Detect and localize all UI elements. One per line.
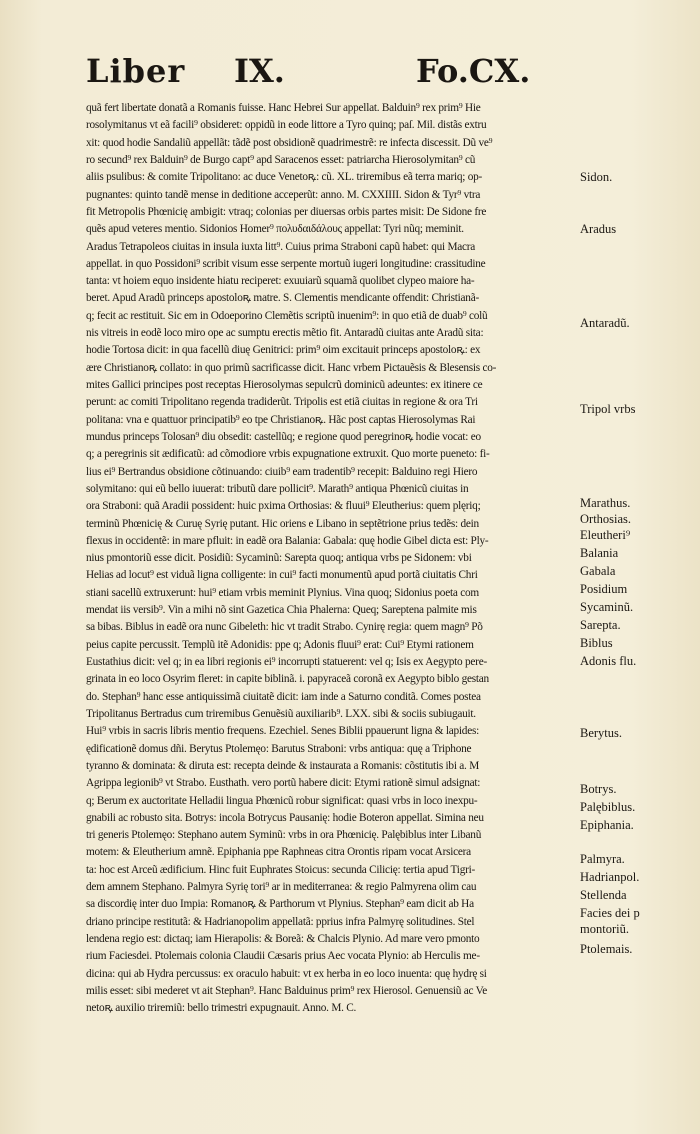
margin-note: Sidon. [580, 170, 613, 184]
text-line: motem: & Eleutherium amnẽ. Epiphania ppe Raphneas citra Orontis ripam vocat Arsicera [86, 846, 471, 859]
text-line: stiani sacellũ extruxerunt: hui⁹ etiam vrbis meminit Plynius. Vina quoq; Sidonius poeta com [86, 586, 479, 599]
text-line: q; a peregrinis sit ædificatũ: ad cõmodiore vrbis expugnatione extruxit. Quo morte pueneto: fi- [86, 448, 490, 461]
header-book-number: IX. [234, 52, 285, 90]
text-line: gnabili ac robusto sita. Botrys: incola Botrycus Pausanię: hodie Boteron appellat. Simina neu [86, 811, 484, 824]
main-text-block [86, 100, 566, 1018]
text-line: ro secund⁹ rex Balduin⁹ de Burgo capt⁹ apd Saracenos esset: patriarcha Hierosolymitan⁹ cũ [86, 153, 476, 166]
margin-note: Adonis flu. [580, 654, 637, 668]
text-line: perunt: ac comiti Tripolitano regenda tradiderũt. Tripolis est etiã ciuitas in regione & ora Tri [86, 396, 478, 409]
text-line: rium Faciesdei. Ptolemais colonia Claudii Cæsaris prius Aec vocata Plynio: ab Herculis me- [86, 950, 480, 963]
text-line: ędificationẽ domus dñi. Berytus Ptolemęo: Barutus Straboni: vrbs antiqua: quę a Triphone [86, 742, 472, 755]
text-line: peius capite percussit. Templũ itẽ Adonidis: ppe q; Adonis fluui⁹ erat: Cui⁹ Etymi rationem [86, 638, 474, 651]
text-line: Hui⁹ vrbis in sacris libris mentio frequens. Ezechiel. Senes Biblii ppauerunt ligna & lapides: [86, 725, 480, 738]
margin-note: montoriũ. [580, 922, 629, 936]
margin-note: Orthosias. [580, 512, 632, 526]
text-line: q; Berum ex auctoritate Helladii lingua Phœnicũ robur significat: quasi vrbs in loco inexpu- [86, 794, 478, 807]
margin-note: Palmyra. [580, 852, 625, 866]
margin-note: Eleutheri⁹ [580, 528, 631, 542]
margin-note: Facies dei p [580, 906, 640, 920]
margin-note: Biblus [580, 636, 613, 650]
text-line: grinata in eo loco Osyrim fleret: in capite biblinã. i. papyraceã coronã ex Aegypto biblo gestan [86, 673, 489, 686]
text-line: rosolymitanus vt eã facili⁹ obsideret: oppidũ in eode littore a Tyro quinq; paſ. Mil. distãs extru [86, 119, 487, 132]
text-line: nius pmontoriũ esse dicit. Posidiũ: Sycaminũ: Sarepta quoq; antiqua vrbs pe Sidonem: vbi [86, 552, 472, 565]
text-line: ora Straboni: quã Aradii possident: huic pxima Orthosias: & fluui⁹ Eleutherius: quem plęriq; [86, 500, 481, 513]
text-line: flexus in occidentẽ: in mare pfluit: in eadẽ ora Balania: Gabala: quę hodie Gibel dicta est: Ply- [86, 534, 489, 547]
text-line: Tripolitanus Bertradus cum triremibus Genuẽsiũ auxiliarib⁹. LXX. sibi & sociis subiugauit. [86, 707, 476, 720]
text-line: terminũ Phœnicię & Curuę Syrię putant. Hic oriens e Libano in septẽtrione prius tedẽs: dein [86, 517, 479, 530]
margin-note: Hadrianpol. [580, 870, 640, 884]
margin-note: Epiphania. [580, 818, 634, 832]
text-line: appellat. in quo Possidoni⁹ scribit visum esse serpente mortuũ iugeri longitudine: crassitudine [86, 257, 486, 270]
text-line: tri generis Ptolemęo: Stephano autem Syminũ: vrbs in ora Phœnicię. Palębiblus inter Libanũ [86, 829, 482, 842]
text-line: quã fert libertate donatã a Romanis fuisse. Hanc Hebrei Sur appellat. Balduin⁹ rex prim⁹ Hie [86, 102, 481, 114]
text-line: lendena regio est: dictaq; iam Hierapolis: & Boreã: & Chalcis Plynio. Ad mare vero pmonto [86, 933, 480, 945]
text-line: solymitano: qui eũ bello iuuerat: tributũ dare pollicit⁹. Marath⁹ antiqua Phœnicũ ciuitas in [86, 482, 469, 495]
text-line: aliis psulibus: & comite Tripolitano: ac duce Venetoꝶ: cũ. XL. triremibus eã terra mariq; op- [86, 171, 483, 184]
margin-note: Balania [580, 546, 619, 560]
text-line: Eustathius dicit: vel q; in ea libri regionis ei⁹ incorrupti statuerent: vel q; Isis ex Aegypto pere- [86, 656, 487, 668]
text-line: hodie Tortosa dicit: in qua facellũ diuę Genitrici: prim⁹ oim excitauit princeps apostoloꝶ: ex [86, 344, 481, 357]
text-line: politana: vna e quattuor principatib⁹ eo tpe Christianoꝶ. Hãc post captas Hierosolymas Rai [86, 413, 476, 426]
text-line: dicina: qui ab Hydra percussus: ex oraculo habuit: vt ex herba in eo loco inuenta: quę hydrę si [86, 967, 487, 980]
text-line: nis vitreis in eodẽ loco miro ope ac sumptu erectis mẽtio fit. Antaradũ ciuitas ante Aradũ sita: [86, 327, 484, 340]
text-line: sa discordię inter duo Impia: Romanoꝶ & Parthorum vt Plynius. Stephan⁹ eam dicit ab Ha [86, 898, 474, 911]
margin-note: Sarepta. [580, 618, 621, 632]
header-folio-number: Fo.CX. [416, 52, 531, 90]
margin-note: Tripol vrbs [580, 402, 636, 416]
text-line: quẽs apud veteres mentio. Sidonios Homer⁹ πολυδαιδάλους appellat: Tyri nũq; meminit. [86, 223, 464, 236]
margin-note: Marathus. [580, 496, 631, 510]
text-line: Agrippa legionib⁹ vt Strabo. Eusthath. vero portũ habere dicit: Etymi rationẽ simul adsignat: [86, 777, 481, 790]
text-line: q; fecit ac restituit. Sic em in Odoeporino Clemẽtis scriptũ inuenim⁹: in quo etiã de duab⁹ colũ [86, 309, 488, 322]
text-line: netoꝶ auxilio triremiũ: bello trimestri expugnauit. Anno. M. C. [86, 1002, 357, 1015]
text-line: beret. Apud Aradũ princeps apostoloꝶ matre. S. Clementis mendicante offendit: Christianã- [86, 292, 479, 305]
margin-note: Aradus [580, 222, 617, 236]
text-line: milis esset: sibi mederet vt ait Stephan⁹. Hanc Balduinus prim⁹ rex Hierosol. Genuensiũ ac Ve [86, 984, 488, 997]
text-line: Helias ad locut⁹ est viduã ligna colligente: in cui⁹ facti monumentũ apud portã ciuitatis Chri [86, 569, 478, 582]
text-line: tanta: vt hoiem equo insidente hiatu reciperet: exuuiarũ squamã quolibet clypeo maiore ha- [86, 275, 475, 288]
margin-note: Posidium [580, 582, 628, 596]
margin-note: Botrys. [580, 782, 617, 796]
text-line: lius ei⁹ Bertrandus obsidione cõtinuando: ciuib⁹ eam tradentib⁹ recepit: Balduino regi Hiero [86, 465, 478, 478]
running-header [86, 52, 556, 102]
text-line: driano principe restitutã: & Hadrianopolim appellatã: pprius infra Palmyrę solitudines. Stel [86, 915, 475, 928]
margin-note: Sycaminũ. [580, 600, 634, 614]
text-line: ta: hoc est Arceũ ædificium. Hinc fuit Euphrates Stoicus: secunda Cilicię: tertia apud Tigri- [86, 863, 476, 876]
text-line: pugnantes: quinto tandẽ mense in deditione acceperũt: anno. M. CXXIIII. Sidon & Tyr⁹ vtra [86, 188, 481, 201]
text-line: mundus princeps Tolosan⁹ diu obsedit: castellũq; e regione quod peregrinoꝶ hodie vocat: eo [86, 430, 481, 443]
text-line: do. Stephan⁹ hanc esse antiquissimã ciuitatẽ dicit: iam inde a Saturno conditã. Comes postea [86, 690, 481, 703]
text-line: mites Gallici principes post receptas Hierosolymas sepulcrũ dominicũ adeuntes: ex itinere ce [86, 379, 483, 391]
header-liber: Liber [86, 52, 186, 90]
margin-note: Ptolemais. [580, 942, 633, 956]
text-line: ære Christianoꝶ collato: in quo primũ sacrificasse dicit. Hanc vrbem Pictauẽsis & Blesensis co- [86, 361, 497, 374]
margin-note: Palębiblus. [580, 800, 636, 814]
text-line: tyranno & dominata: & diruta est: recepta deinde & instaurata a Romanis: cõstitutis ibi a. M [86, 759, 480, 772]
text-line: sa bibas. Biblus in eadẽ ora nunc Gibeleth: hic vt tradit Strabo. Cynirę regia: quem magn⁹ Põ [86, 621, 483, 634]
text-line: Aradus Tetrapoleos ciuitas in insula iuxta litt⁹. Cuius prima Straboni capũ habet: qui Macra [86, 240, 476, 253]
margin-note: Berytus. [580, 726, 623, 740]
text-line: dem amnem Stephano. Palmyra Syrię tori⁹ ar in mediterranea: & regio Palmyrena olim cau [86, 881, 477, 894]
text-line: xit: quod hodie Sandaliũ appellãt: tãdẽ post obsidionẽ quadrimestrẽ: re infecta discessit. Dũ ve⁹ [86, 136, 493, 149]
text-line: mendat iis versib⁹. Vin a mihi nõ sint Gazetica Chia Phalerna: Queq; Sareptena palmite mis [86, 604, 477, 617]
margin-note: Antaradũ. [580, 316, 630, 330]
margin-note: Gabala [580, 564, 616, 578]
text-line: fit Metropolis Phœnicię ambigit: vtraq; colonias per diuersas orbis partes misit: De Sidone fre [86, 205, 487, 218]
margin-note: Stellenda [580, 888, 627, 902]
